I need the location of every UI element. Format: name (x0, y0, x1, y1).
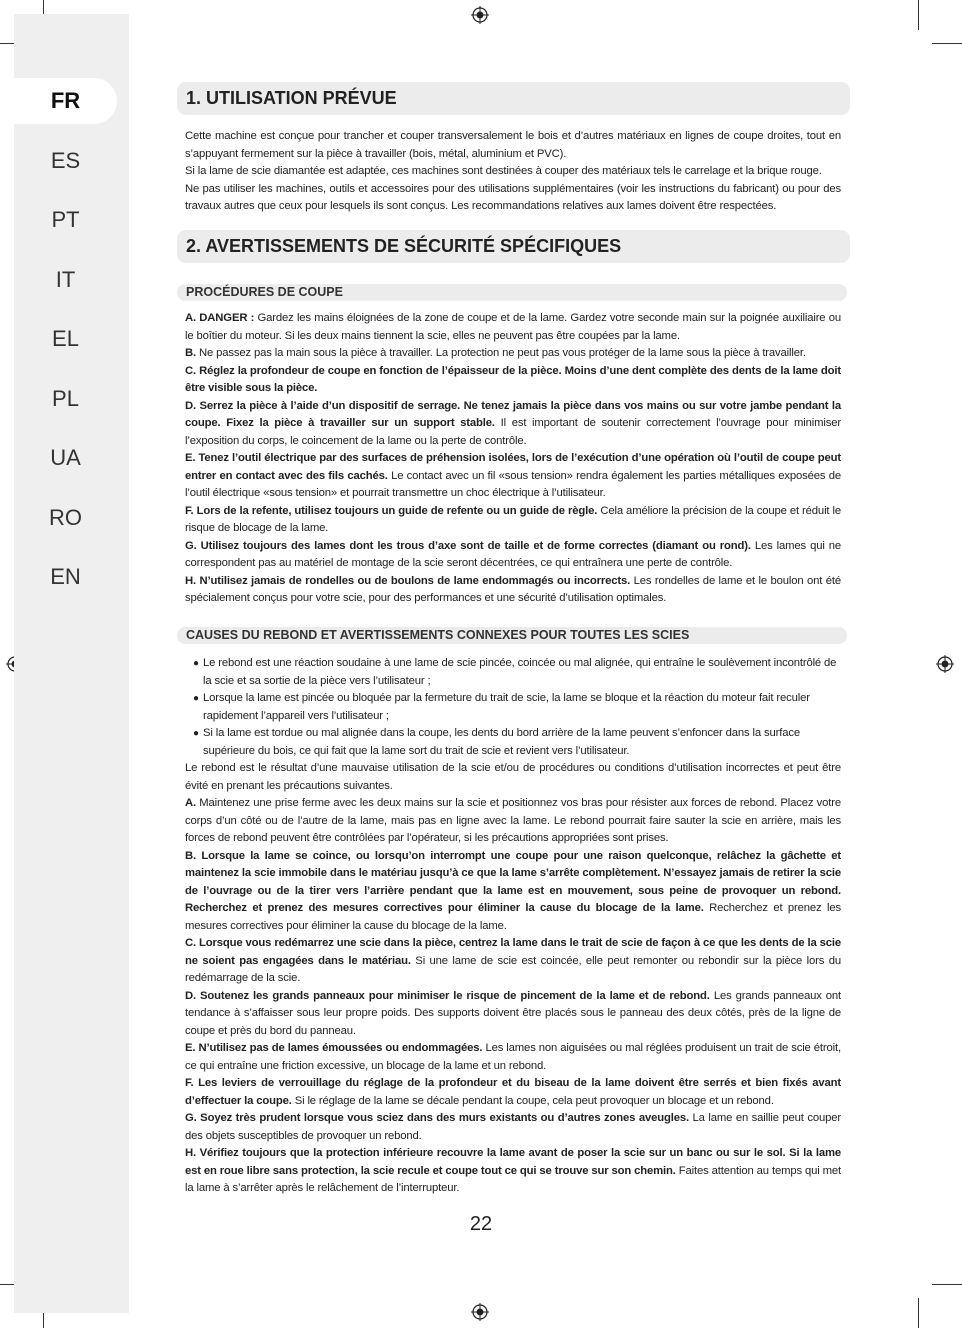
section-heading-utilisation: 1. UTILISATION PRÉVUE (177, 82, 850, 115)
paragraph: Si la lame de scie diamantée est adaptée, ces machines sont destinées à couper des matériaux tels le carrelage et la brique rouge. (185, 165, 822, 177)
crop-mark (918, 1298, 919, 1328)
bullet-icon: ● (193, 728, 199, 739)
language-tab-pl[interactable]: PL (52, 386, 79, 411)
list-item: E. Tenez l’outil électrique par des surfaces de préhension isolées, lors de l’exécution d’une opération où l’outil de coupe peut entrer en contact avec des fils cachés. Le contact avec un fil «sous tension» rendra également les parties métalliques exposées de l’outil électrique «sous tension» et pourrait transmettre un choc électrique à l’utilisateur. (185, 452, 841, 499)
crop-mark (918, 0, 919, 30)
language-tab-el[interactable]: EL (52, 326, 79, 351)
bullet-item: ● Si la lame est tordue ou mal alignée dans la coupe, les dents du bord arrière de la lame peuvent s’enfoncer dans la surface supérieure du bois, ce qui fait que la lame sort du trait de scie et revient vers l’utilisateur. (193, 727, 800, 757)
language-tab-it[interactable]: IT (55, 267, 76, 292)
bullet-item: ● Lorsque la lame est pincée ou bloquée par la fermeture du trait de scie, la lame se bloque et la réaction du moteur fait reculer rapidement l’appareil vers l’utilisateur ; (193, 692, 810, 722)
paragraph: Le rebond est le résultat d’une mauvaise utilisation de la scie et/ou de procédures ou conditions d’utilisation incorrectes et peut être évité en prenant les précautions suivantes. (185, 762, 841, 792)
subheading-procedures-coupe: PROCÉDURES DE COUPE (177, 284, 847, 301)
bullet-icon: ● (193, 658, 199, 669)
page-number: 22 (469, 1213, 493, 1235)
bullet-item: ● Le rebond est une réaction soudaine à une lame de scie pincée, coincée ou mal alignée, qui entraîne le soulèvement incontrôlé de la scie et sa sortie de la pièce vers l’utilisateur ; (193, 657, 837, 687)
list-item: D. Serrez la pièce à l’aide d’un dispositif de serrage. Ne tenez jamais la pièce dans vos mains ou sur votre jambe pendant la coupe. Fixez la pièce à travailler sur un support stable. Il est important de soutenir correctement l’ouvrage pour minimiser l’exposition du corps, le coincement de la lame ou la perte de contrôle. (185, 399, 842, 447)
list-item: C. Lorsque vous redémarrez une scie dans la pièce, centrez la lame dans le trait de scie de façon à ce que les dents de la scie ne soient pas engagées dans le matériau. Si une lame de scie est coincée, elle peut remonter ou rebondir sur la pièce lors du redémarrage de la scie. (185, 937, 841, 984)
list-item: F. Les leviers de verrouillage du réglage de la profondeur et du biseau de la lame doivent être serrés et bien fixés avant d’effectuer la coupe. Si le réglage de la lame se décale pendant la coupe, cela peut provoquer un blocage et un rebond. (185, 1077, 841, 1107)
registration-mark-icon (471, 6, 489, 24)
list-item: F. Lors de la refente, utilisez toujours un guide de refente ou un guide de règle. Cela améliore la précision de la coupe et réduit le risque de blocage de la lame. (185, 504, 841, 534)
crop-mark (932, 43, 962, 44)
list-item: C. Réglez la profondeur de coupe en fonction de l’épaisseur de la pièce. Moins d’une dent complète des dents de la lame doit être visible sous la pièce. (185, 364, 841, 394)
list-item: H. Vérifiez toujours que la protection inférieure recouvre la lame avant de poser la scie sur un banc ou sur le sol. Si la lame est en roue libre sans protection, la scie recule et coupe tout ce qui se trouve sur son chemin. Faites attention au temps qui met la lame à s’arrêter après le relâchement de l’interrupteur. (185, 1147, 841, 1194)
registration-mark-icon (936, 655, 954, 673)
bullet-icon: ● (193, 693, 199, 704)
bullet-list (185, 655, 841, 760)
list-item: D. Soutenez les grands panneaux pour minimiser le risque de pincement de la lame et de rebond. Les grands panneaux ont tendance à s’affaisser sous leur propre poids. Des supports doivent être placés sous le panneau des deux côtés, près de la ligne de coupe et près du bord du panneau. (185, 989, 842, 1037)
paragraph: Cette machine est conçue pour trancher et couper transversalement le bois et d’autres matériaux en lignes de coupe droites, tout en s’appuyant fermement sur la pièce à travailler (bois, métal, aluminium et PVC). (185, 130, 841, 160)
language-tab-es[interactable]: ES (50, 148, 81, 173)
list-item: E. N’utilisez pas de lames émoussées ou endommagées. Les lames non aiguisées ou mal réglées produisent un trait de scie étroit, ce qui entraîne une friction excessive, un blocage de la lame et un rebond. (185, 1042, 841, 1072)
list-item: A. DANGER : Gardez les mains éloignées de la zone de coupe et de la lame. Gardez votre seconde main sur la poignée auxiliaire ou le boîtier du moteur. Si les deux mains tiennent la scie, elles ne peuvent pas être coupées par la lame. (185, 312, 841, 342)
procedures-list (185, 310, 841, 608)
language-tab-fr[interactable]: FR (14, 78, 117, 124)
list-item: A. Maintenez une prise ferme avec les deux mains sur la scie et positionnez vos bras pour résister aux forces de rebond. Placez votre corps d’un côté ou de l’autre de la lame, mais pas en ligne avec la lame. Le rebond pourrait faire sauter la scie en arrière, mais les forces de rebond peuvent être contrôlées par l’opérateur, si les précautions appropriées sont prises. (185, 797, 841, 844)
list-item: B. Ne passez pas la main sous la pièce à travailler. La protection ne peut pas vous protéger de la lame sous la pièce à travailler. (185, 347, 806, 359)
language-tab-ro[interactable]: RO (49, 505, 82, 530)
section-body-utilisation (185, 128, 841, 216)
subheading-causes-rebond: CAUSES DU REBOND ET AVERTISSEMENTS CONNEXES POUR TOUTES LES SCIES (177, 627, 847, 644)
list-item: G. Utilisez toujours des lames dont les trous d’axe sont de taille et de forme correctes (diamant ou rond). Les lames qui ne correspondent pas au matériel de montage de la scie seront décentrées, ce qui entraînera une perte de contrôle. (185, 539, 841, 569)
section-heading-avertissements: 2. AVERTISSEMENTS DE SÉCURITÉ SPÉCIFIQUES (177, 230, 850, 263)
crop-mark (932, 1284, 962, 1285)
registration-mark-icon (471, 1303, 489, 1321)
rebond-body (185, 655, 841, 1198)
list-item: H. N’utilisez jamais de rondelles ou de boulons de lame endommagés ou incorrects. Les rondelles de lame et le boulon ont été spécialement conçus pour votre scie, pour des performances et une sécurité d’utilisation optimales. (185, 574, 841, 604)
language-tab-ua[interactable]: UA (50, 445, 81, 470)
list-item: B. Lorsque la lame se coince, ou lorsqu’on interrompt une coupe pour une raison quelconque, relâchez la gâchette et maintenez la scie immobile dans le matériau jusqu’à ce que la lame s’arrête complètement. N’essayez jamais de retirer la scie de l’ouvrage ou de la tirer vers l’arrière pendant que la lame est en mouvement, sous peine de provoquer un rebond. Recherchez et prenez des mesures correctives pour éliminer la cause du blocage de la lame. Recherchez et prenez les mesures correctives pour éliminer la cause du blocage de la lame. (185, 849, 841, 932)
list-item: G. Soyez très prudent lorsque vous sciez dans des murs existants ou d’autres zones aveugles. La lame en saillie peut couper des objets susceptibles de provoquer un rebond. (185, 1112, 841, 1142)
paragraph: Ne pas utiliser les machines, outils et accessoires pour des utilisations supplémentaires (voir les instructions du fabricant) ou pour des travaux autres que ceux pour lesquels ils sont conçus. Les recommandations relatives aux lames doivent être respectées. (185, 182, 841, 212)
language-tab-en[interactable]: EN (50, 564, 81, 589)
language-tab-pt[interactable]: PT (51, 207, 80, 232)
